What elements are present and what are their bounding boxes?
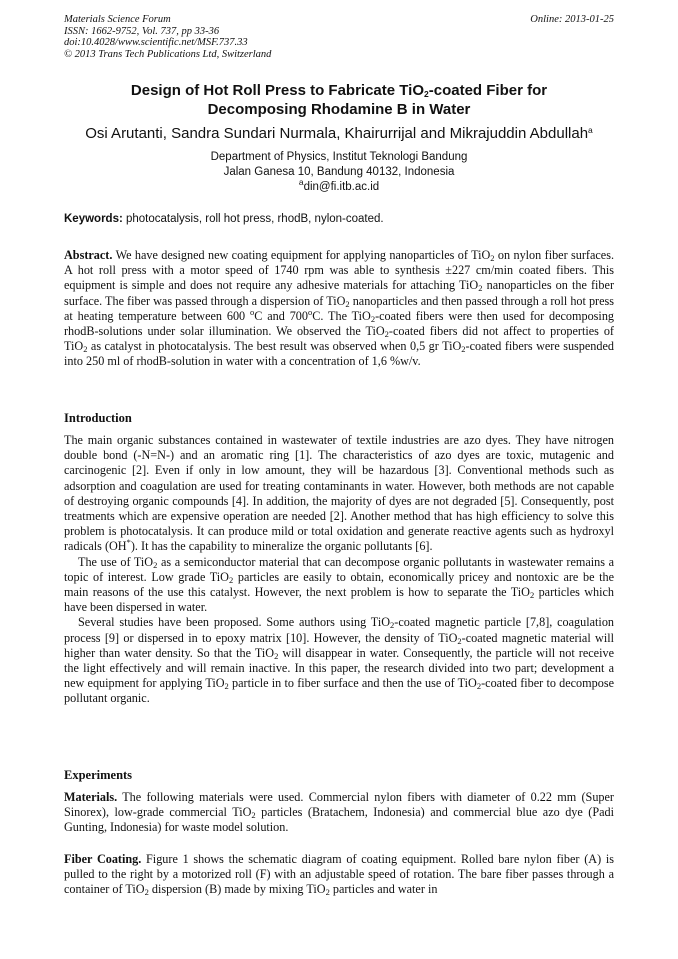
- abstract: Abstract. We have designed new coating equipment for applying nanoparticles of TiO$_2$ on nylon fiber surfaces. A hot roll press with a motor speed of 1740 rpm was able to synthesis ±227 cm/min coated fibers. This equipment is simple and does not require any adhesive materials for attaching TiO$_2$ nanoparticles on the fiber surface. The fiber was passed through a dispersion of TiO$_2$ nanoparticles and then passed through a roll hot press at heating temperature between 600 $^o$C and 700$^o$C. The TiO$_2$-coated fibers were then used for decomposing rhodB-solutions under solar illumination. We observed the TiO$_2$-coated fibers did not affect to properties of TiO$_2$ as catalyst in photocatalysis. The best result was observed when 0,5 gr TiO$_2$-coated fibers were suspended into 250 ml of rhodB-solution in water with a concentration of 1,6 %w/v.: [64, 248, 615, 369]
- keywords-label: Keywords:: [64, 213, 123, 225]
- experiments-heading: Experiments: [64, 768, 133, 782]
- intro-paragraph-1: The main organic substances contained in wastewater of textile industries are azo dyes. They have nitrogen double bond (-N=N-) and an aromatic ring [1]. The characteristics of azo dyes are toxic, mutagenic and carcinogenic [2]. Even if only in low amount, they will be hazardous [3]. Conventional methods such as adsorption and coagulation are used for treating contaminants in water. However, both methods are not capable of destroying organic compounds [4]. In addition, the majority of dyes are not degraded [5]. Consequently, post treatments which are expensive operation are needed [2]. Another method that has high efficiency to solve this problem is photocatalysis. It can produce mild or total oxidation and generate reactive agents such as hydroxyl radicals (OH*). It has the capability to mineralize the organic pollutants [6].: [64, 433, 614, 554]
- fiber-coating-label: Fiber Coating.: [64, 852, 142, 866]
- intro-paragraph-2: The use of TiO$_2$ as a semiconductor material that can decompose organic pollutants in wastewater remains a topic of interest. Low grade TiO$_2$ particles are easily to obtain, economically pricey and nontoxic are be the main reasons of the use this catalyst. However, the next problem is how to separate the TiO$_2$ particles which have been dispersed in water.: [64, 554, 614, 615]
- abstract-label: Abstract.: [64, 248, 113, 262]
- online-date: Online: 2013-01-25: [530, 14, 614, 25]
- journal-name: Materials Science Forum: [64, 14, 171, 25]
- affiliation-email: $^a$din@fi.itb.ac.id: [298, 177, 380, 193]
- materials-label: Materials.: [64, 790, 118, 804]
- introduction-heading: Introduction: [64, 411, 132, 425]
- author-2: Sandra Sundari Nurmala: [171, 125, 337, 142]
- fiber-coating-paragraph: Fiber Coating. Figure 1 shows the schematic diagram of coating equipment. Rolled bare nylon fiber (A) is pulled to the right by a motorized roll (F) with an adjustable speed of rotation. The bare fiber passes through a container of TiO$_2$ dispersion (B) made by mixing TiO$_2$ particles and water in: [64, 852, 614, 898]
- doi-line: doi:10.4028/www.scientific.net/MSF.737.33: [64, 37, 248, 48]
- journal-header: [64, 14, 271, 60]
- intro-paragraph-3: Several studies have been proposed. Some authors using TiO$_2$-coated magnetic particle [7,8], coagulation process [9] or dispersed in to epoxy matrix [10]. However, the density of TiO$_2$-coated magnetic material will higher than water density. So that the TiO$_2$ will disappear in water. Consequently, the particle will not receive the light effectively and will remain inactive. In this paper, the research divided into two part; development a new equipment for applying TiO$_2$ particle in to fiber surface and then the use of TiO$_2$-coated fiber to decompose pollutant organic.: [64, 615, 615, 706]
- affiliation-address: Jalan Ganesa 10, Bandung 40132, Indonesia: [223, 166, 455, 178]
- affiliation-dept: Department of Physics, Institut Teknologi Bandung: [210, 151, 468, 163]
- author-3: Khairurrijal: [344, 125, 417, 142]
- issn-line: ISSN: 1662-9752, Vol. 737, pp 33-36: [64, 25, 220, 37]
- materials-paragraph: Materials. The following materials were used. Commercial nylon fibers with diameter of 0.22 mm (Super Sinorex), low-grade commercial TiO$_2$ particles (Bratachem, Indonesia) and commercial blue azo dye (Padi Gunting, Indonesia) for waste model solution.: [64, 790, 614, 835]
- affiliation: [64, 150, 614, 195]
- introduction-body: [64, 433, 614, 707]
- author-4: Mikrajuddin Abdullah: [449, 125, 589, 142]
- author-list: Osi Arutanti, Sandra Sundari Nurmala, Khairurrijal and Mikrajuddin Abdullah$^a$: [85, 125, 593, 142]
- author-1: Osi Arutanti: [85, 125, 163, 142]
- paper-title: Design of Hot Roll Press to Fabricate TiO$_2$-coated Fiber for Decomposing Rhodamine B in Water: [130, 82, 548, 118]
- keywords: Keywords: photocatalysis, roll hot press, rhodB, nylon-coated.: [64, 213, 384, 225]
- copyright-line: © 2013 Trans Tech Publications Ltd, Switzerland: [64, 48, 272, 60]
